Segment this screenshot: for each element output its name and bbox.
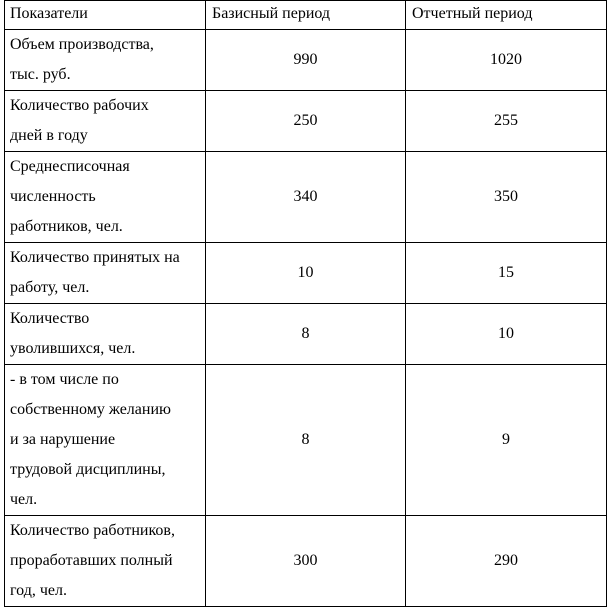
table-row [5,365,607,516]
report-value: 350 [406,152,607,243]
row-label-line: - в том числе по [10,371,119,388]
report-value: 1020 [406,30,607,91]
base-value: 990 [206,30,406,91]
row-label [5,516,206,607]
table-row [5,91,607,152]
row-label [5,243,206,304]
row-label-line: численность [10,188,96,205]
table-row [5,243,607,304]
row-label-line: Количество работников, [10,522,175,539]
row-label-line: и за нарушение [10,431,116,448]
table-row [5,516,607,607]
report-value: 10 [406,304,607,365]
table-row [5,304,607,365]
base-value: 340 [206,152,406,243]
base-value: 8 [206,304,406,365]
row-label [5,365,206,516]
base-value: 250 [206,91,406,152]
report-value: 290 [406,516,607,607]
header-base-period: Базисный период [206,1,406,30]
row-label-line: Количество принятых на [10,249,180,266]
row-label-line: Объем производства, [10,36,154,53]
row-label-line: Среднесписочная [10,158,130,175]
row-label-line: собственному желанию [10,401,171,418]
row-label-line: чел. [10,491,38,508]
base-value: 10 [206,243,406,304]
row-label-line: трудовой дисциплины, [10,461,166,478]
row-label-line: год, чел. [10,582,67,599]
report-value: 255 [406,91,607,152]
table-row [5,30,607,91]
base-value: 300 [206,516,406,607]
row-label-line: дней в году [10,127,88,144]
row-label [5,91,206,152]
row-label [5,30,206,91]
report-value: 9 [406,365,607,516]
base-value: 8 [206,365,406,516]
row-label-line: тыс. руб. [10,66,71,83]
header-report-period: Отчетный период [406,1,607,30]
row-label [5,152,206,243]
table-header-row [5,1,607,30]
row-label-line: уволившихся, чел. [10,340,136,357]
indicators-table [4,0,607,607]
row-label-line: Количество рабочих [10,97,149,114]
row-label-line: Количество [10,310,90,327]
row-label [5,304,206,365]
row-label-line: работников, чел. [10,218,123,235]
report-value: 15 [406,243,607,304]
row-label-line: работу, чел. [10,279,90,296]
header-indicator: Показатели [5,1,206,30]
row-label-line: проработавших полный [10,552,173,569]
table-row [5,152,607,243]
